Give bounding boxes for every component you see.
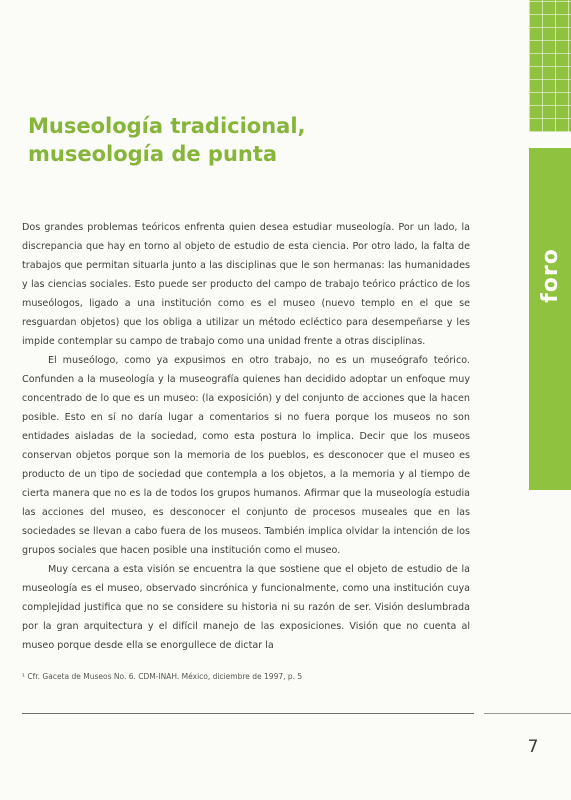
footer-rule: [22, 713, 474, 714]
page-number: 7: [527, 737, 539, 757]
section-tab: [529, 148, 571, 490]
article-body: [22, 218, 470, 655]
footnote: ¹ Cfr. Gaceta de Museos No. 6. CDM-INAH. México, diciembre de 1997, p. 5: [22, 672, 303, 681]
section-tab-grid-pattern: [529, 0, 571, 132]
section-tab-label: foro: [537, 247, 563, 303]
footer-rule-side: [484, 713, 571, 714]
article-title-line-1: Museología tradicional,: [28, 114, 306, 138]
body-paragraph-3: Muy cercana a esta visión se encuentra la que sostiene que el objeto de estudio de la museología es el museo, observado sincrónica y funcionalmente, como una institución cuya complejidad justifica que no se considere su historia ni su razón de ser. Visión deslumbrada por la gran arquitectura y el difícil manejo de las exposiciones. Visión que no cuenta al museo porque desde ella se enorgullece de dictar la: [22, 564, 470, 651]
body-paragraph-1: Dos grandes problemas teóricos enfrenta quien desea estudiar museología. Por un lado, la discrepancia que hay en torno al objeto de estudio de esta ciencia. Por otro lado, la falta de trabajos que permitan situarla junto a las disciplinas que le son hermanas: las humanidades y las ciencias sociales. Esto puede ser producto del campo de trabajo teórico práctico de los museólogos, ligado a una institución como es el museo (nuevo templo en el que se resguardan objetos) que los obliga a utilizar un método ecléctico para desempeñarse y les impide contemplar su campo de trabajo como una unidad frente a otras disciplinas.: [22, 222, 470, 347]
article-title: [28, 112, 498, 168]
article-title-line-2: museología de punta: [28, 142, 278, 166]
section-tab-label-wrapper: [529, 240, 571, 310]
body-paragraph-2: El museólogo, como ya expusimos en otro trabajo, no es un museógrafo teórico. Confunden a la museología y la museografía quienes han decidido adoptar un enfoque muy concentrado de lo que es un museo: (la exposición) y del conjunto de acciones que la hacen posible. Esto en sí no daría lugar a comentarios si no fuera porque los museos no son entidades aisladas de la sociedad, como esta postura lo implica. Decir que los museos conservan objetos porque son la memoria de los pueblos, es desconocer que el museo es producto de un tipo de sociedad que contempla a los objetos, a la memoria y al tiempo de cierta manera que no es la de todos los grupos humanos. Afirmar que la museología estudia las acciones del museo, es desconocer el conjunto de procesos museales que en las sociedades se llevan a cabo fuera de los museos. También implica olvidar la intención de los grupos sociales que hacen posible una institución como el museo.: [22, 355, 470, 556]
